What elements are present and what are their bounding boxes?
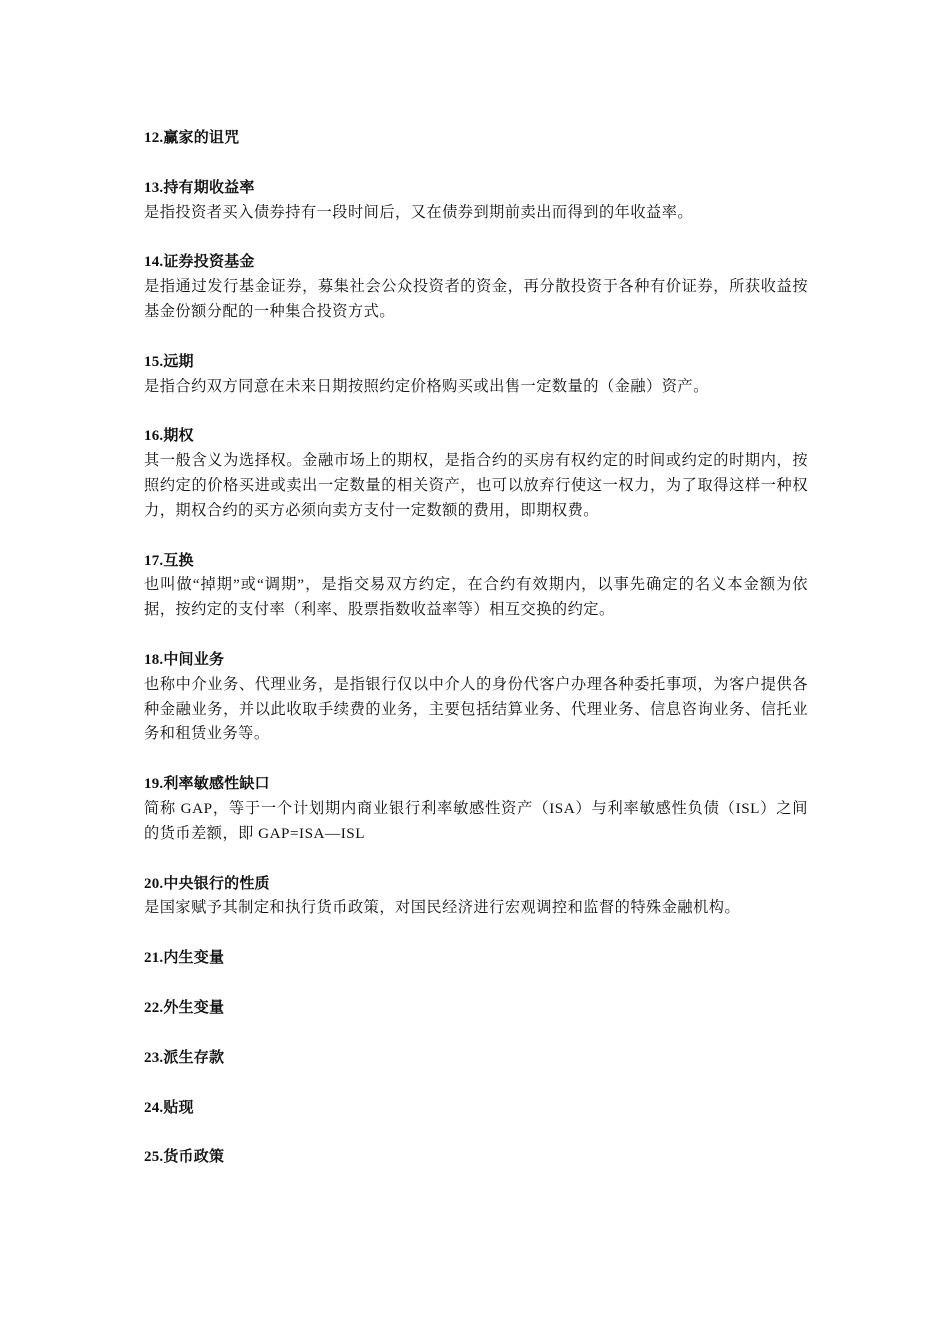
entry-term: 20.中央银行的性质: [144, 875, 270, 892]
entry-term: 19.利率敏感性缺口: [144, 776, 270, 793]
glossary-entry: [144, 648, 808, 747]
entry-term: 18.中间业务: [144, 651, 225, 668]
glossary-entry: [144, 996, 808, 1021]
entry-definition: 也称中介业务、代理业务，是指银行仅以中介人的身份代客户办理各种委托事项，为客户提供各种金融业务，并以此收取手续费的业务，主要包括结算业务、代理业务、信息咨询业务、信托业务和租赁业务等。: [144, 675, 808, 743]
entry-term: 25.货币政策: [144, 1149, 225, 1166]
glossary-entry: [144, 350, 808, 400]
entry-definition: 也叫做“掉期”或“调期”，是指交易双方约定，在合约有效期内，以事先确定的名义本金额为依据，按约定的支付率（利率、股票指数收益率等）相互交换的约定。: [144, 576, 808, 619]
glossary-entry: [144, 1145, 808, 1170]
glossary-entry: [144, 250, 808, 324]
glossary-entry: [144, 872, 808, 922]
glossary-content: [144, 126, 808, 1195]
entry-definition: 是指投资者买入债券持有一段时间后，又在债券到期前卖出而得到的年收益率。: [144, 203, 694, 221]
glossary-entry: [144, 1046, 808, 1071]
glossary-entry: [144, 1096, 808, 1121]
entry-term: 23.派生存款: [144, 1049, 225, 1066]
entry-definition: 是指合约双方同意在未来日期按照约定价格购买或出售一定数量的（金融）资产。: [144, 377, 709, 395]
entry-term: 17.互换: [144, 552, 194, 569]
entry-definition: 是指通过发行基金证券，募集社会公众投资者的资金，再分散投资于各种有价证券，所获收益按基金份额分配的一种集合投资方式。: [144, 278, 808, 320]
glossary-entry: [144, 549, 808, 623]
entry-term: 13.持有期收益率: [144, 179, 255, 196]
entry-definition: 简称 GAP，等于一个计划期内商业银行利率敏感性资产（ISA）与利率敏感性负债（ISL）之间的货币差额，即 GAP=ISA—ISL: [144, 799, 808, 842]
entry-term: 16.期权: [144, 428, 194, 445]
glossary-entry: [144, 424, 808, 523]
entry-term: 12.赢家的诅咒: [144, 130, 240, 146]
entry-term: 24.贴现: [144, 1099, 194, 1116]
entry-term: 22.外生变量: [144, 999, 225, 1016]
glossary-entry: [144, 126, 808, 151]
entry-term: 15.远期: [144, 353, 194, 370]
entry-definition: 是国家赋予其制定和执行货币政策，对国民经济进行宏观调控和监督的特殊金融机构。: [144, 899, 741, 917]
glossary-entry: [144, 772, 808, 846]
glossary-entry: [144, 176, 808, 226]
entry-definition: 其一般含义为选择权。金融市场上的期权，是指合约的买房有权约定的时间或约定的时期内，按照约定的价格买进或卖出一定数量的相关资产，也可以放弃行使这一权力，为了取得这样一种权力，期权合约的买方必须向卖方支付一定数额的费用，即期权费。: [144, 452, 808, 519]
glossary-entry: [144, 946, 808, 971]
entry-term: 14.证券投资基金: [144, 254, 255, 271]
entry-term: 21.内生变量: [144, 950, 225, 967]
